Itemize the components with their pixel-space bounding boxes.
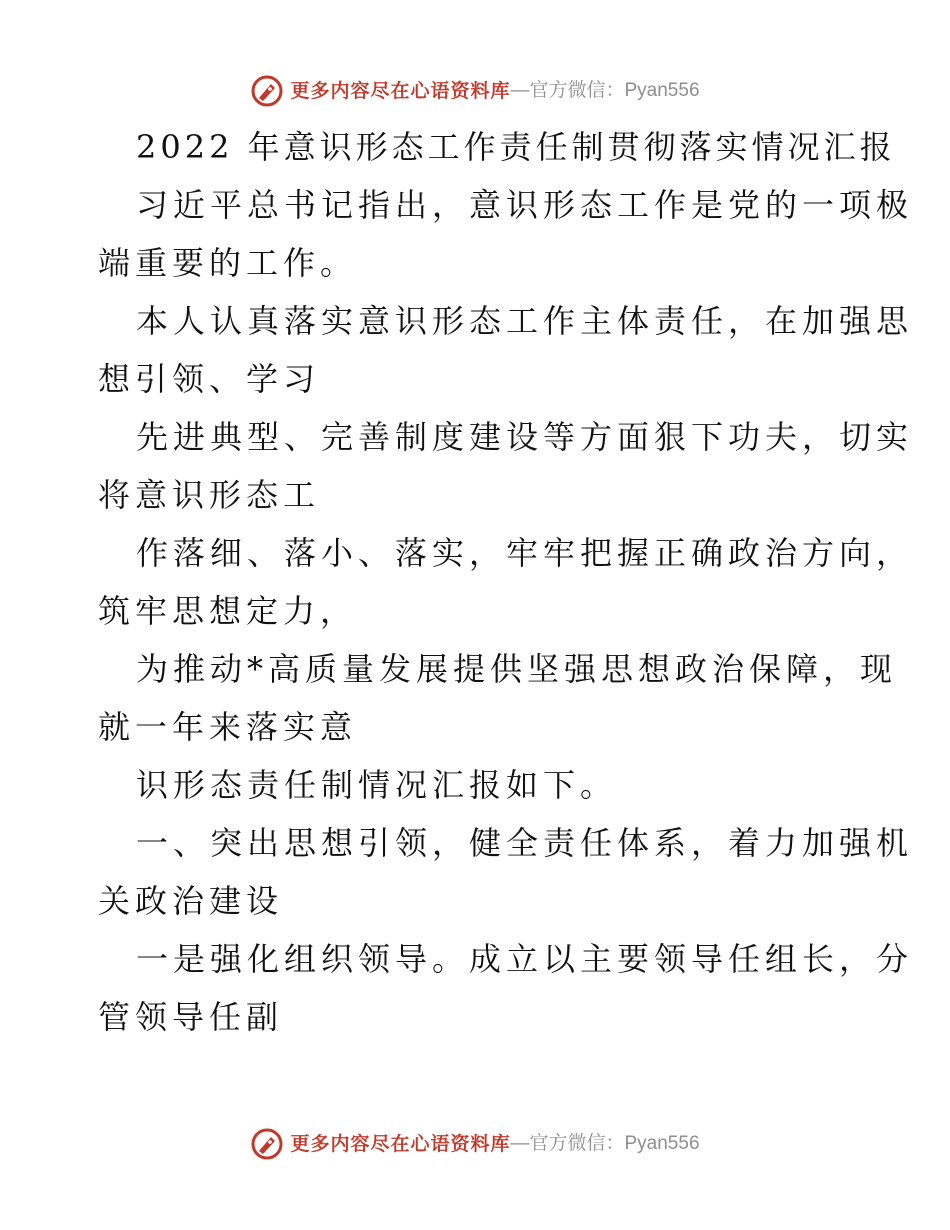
section-heading-line: 一、突出思想引领，健全责任体系，着力加强机 [136,824,914,862]
paragraph-line: 识形态责任制情况汇报如下。 [136,766,618,804]
paragraph-line: 为推动*高质量发展提供坚强思想政治保障，现 [136,650,898,688]
paragraph-line: 想引领、学习 [98,360,321,398]
paragraph-line: 习近平总书记指出，意识形态工作是党的一项极 [136,186,914,224]
paragraph-line: 将意识形态工 [98,476,321,514]
paragraph-line: 本人认真落实意识形态工作主体责任，在加强思 [136,302,914,340]
watermark-contact: —官方微信：Pyan556 [510,1133,700,1154]
paragraph-line: 管领导任副 [98,998,284,1036]
watermark-brand: 更多内容尽在心语资料库 [290,80,511,102]
pen-nib-circle-icon [250,74,284,108]
paragraph-line: 先进典型、完善制度建设等方面狠下功夫，切实 [136,418,914,456]
paragraph-line: 一是强化组织领导。成立以主要领导任组长，分 [136,940,914,978]
footer-watermark [0,1127,950,1161]
watermark-contact: —官方微信：Pyan556 [510,80,700,101]
paragraph-line: 端重要的工作。 [98,244,358,282]
document-title: 2022 年意识形态工作责任制贯彻落实情况汇报 [136,128,896,166]
document-body [98,118,914,1046]
watermark-brand: 更多内容尽在心语资料库 [290,1133,511,1155]
section-heading-line: 关政治建设 [98,882,284,920]
paragraph-line: 作落细、落小、落实，牢牢把握正确政治方向， [136,534,914,572]
pen-nib-circle-icon [250,1127,284,1161]
header-watermark [0,74,950,108]
paragraph-line: 就一年来落实意 [98,708,358,746]
paragraph-line: 筑牢思想定力， [98,592,358,630]
